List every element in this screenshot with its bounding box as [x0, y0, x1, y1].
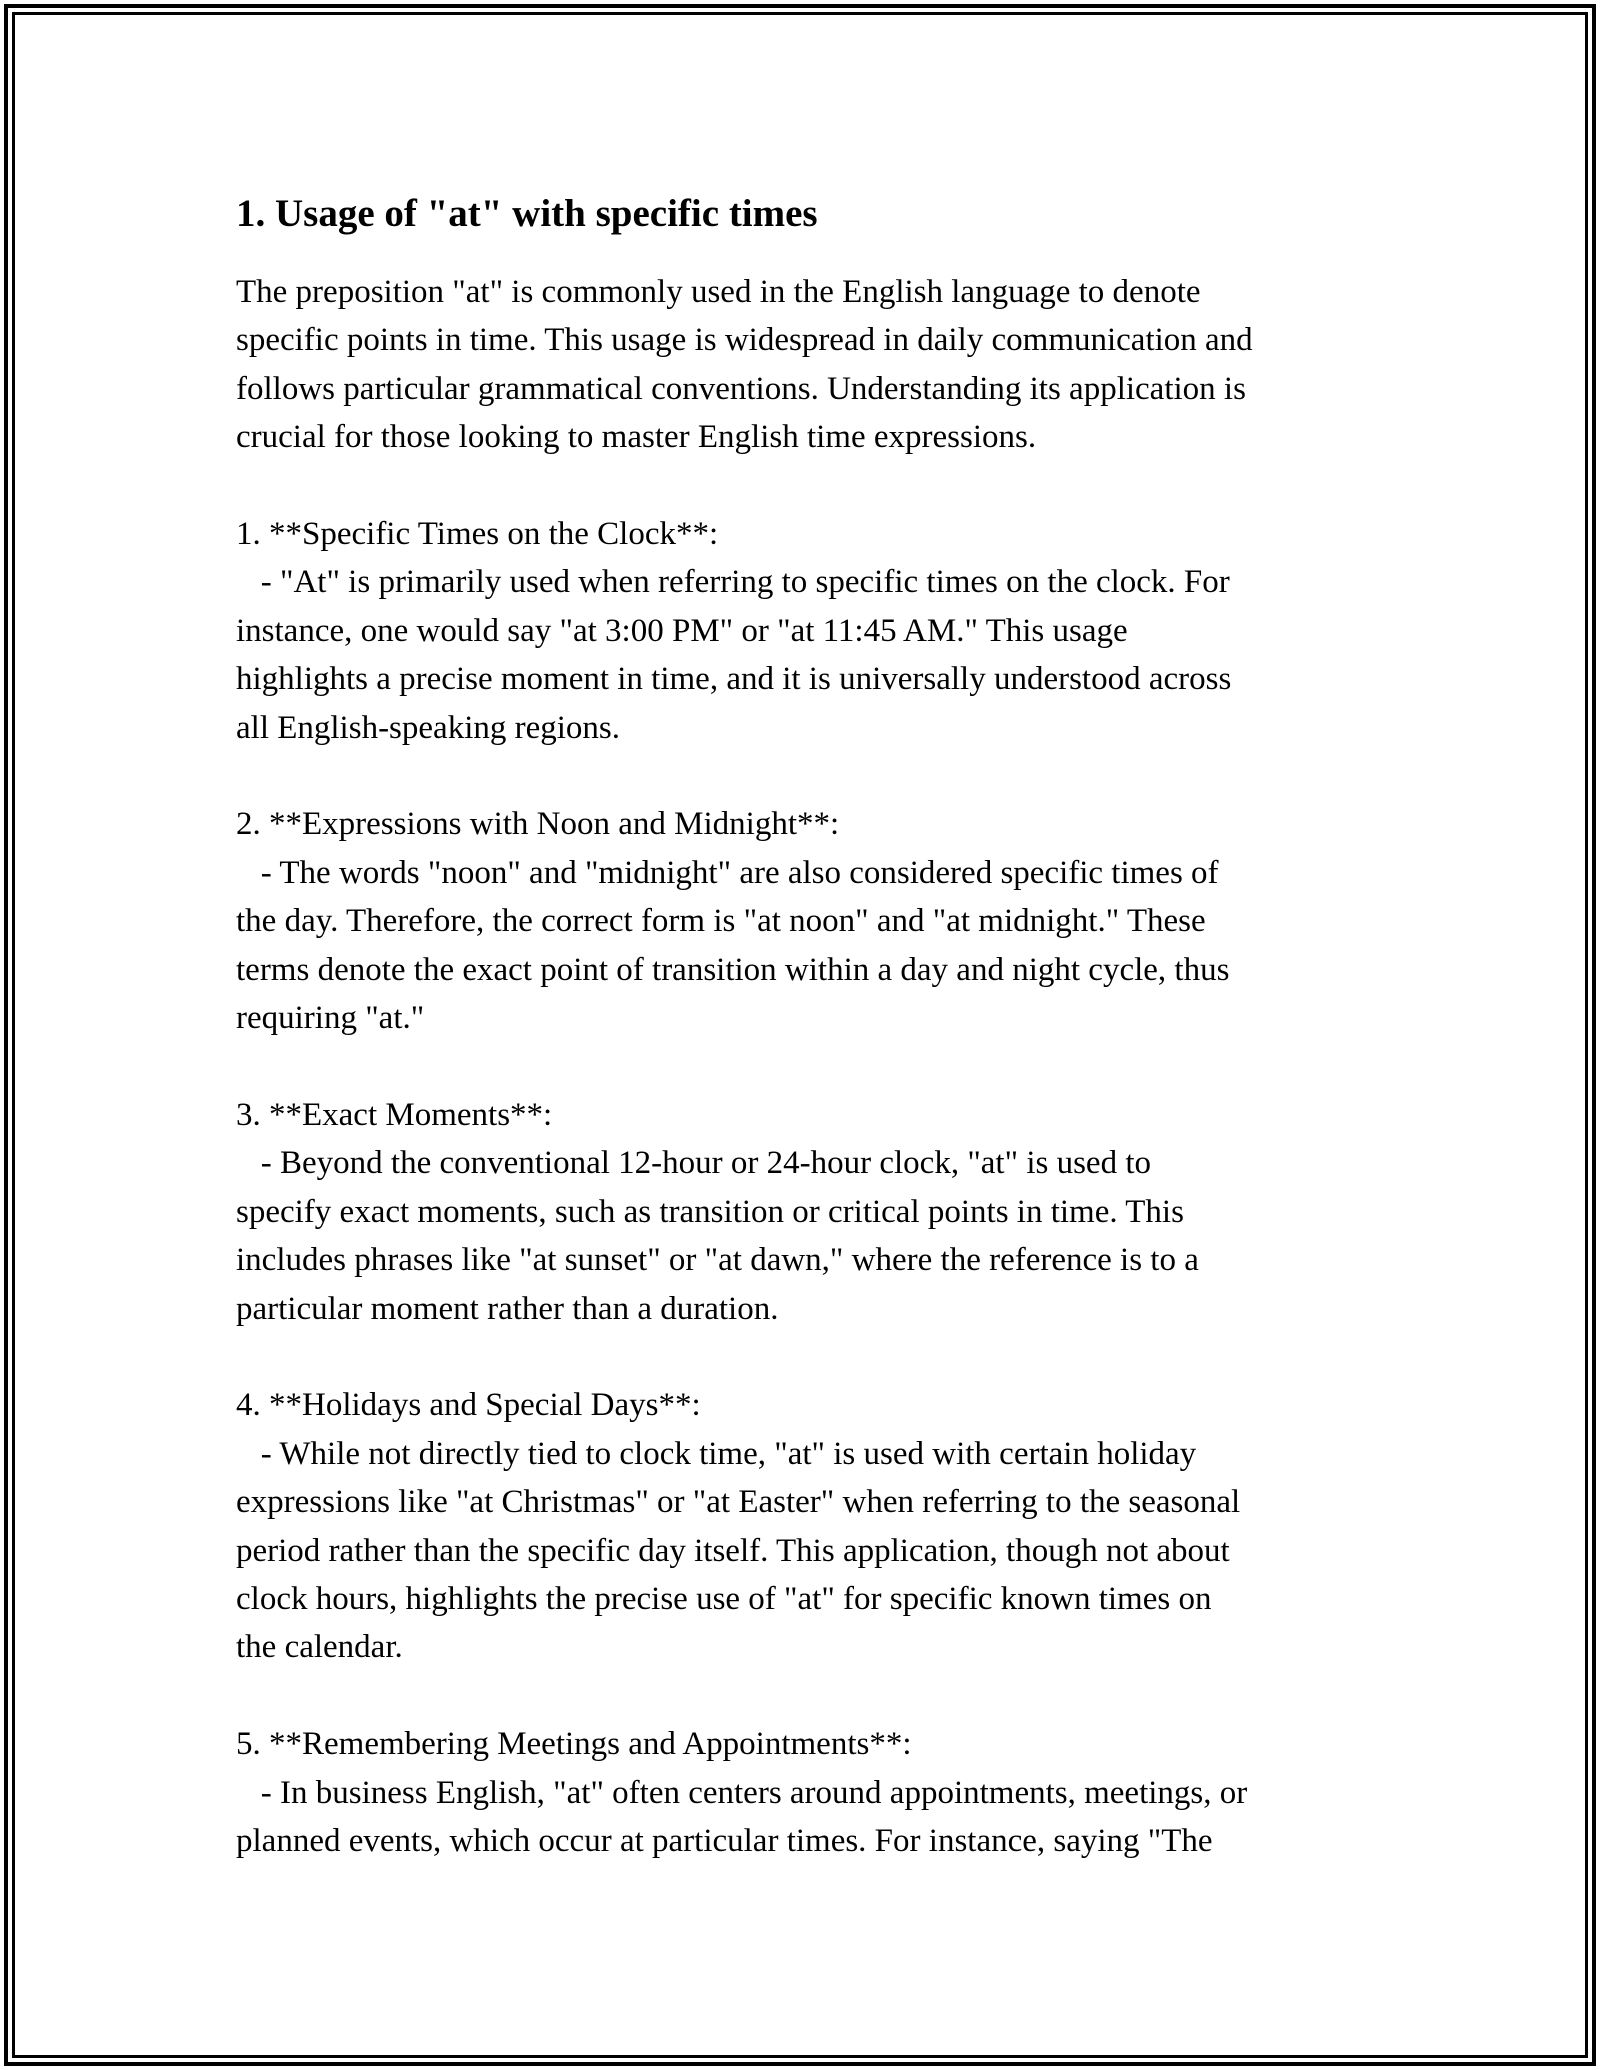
document-body: The preposition "at" is commonly used in the English language to denote specific points in time. This usage is widespread in daily communication and follows particular grammatical conventions. Understanding its application is crucial for those looking to master English time expressions. 1. **Specific Times on the Clock**: - "At" is primarily used when referring to specific times on the clock. For instance, one would say "at 3:00 PM" or "at 11:45 AM." This usage highlights a precise moment in time, and it is universally understood across all English-speaking regions. 2. **Expressions with Noon and Midnight**: - The words "noon" and "midnight" are also considered specific times of the day. Therefore, the correct form is "at noon" and "at midnight." These terms denote the exact point of transition within a day and night cycle, thus requiring "at." 3. **Exact Moments**: - Beyond the conventional 12-hour or 24-hour clock, "at" is used to specify exact moments, such as transition or critical points in time. This includes phrases like "at sunset" or "at dawn," where the reference is to a particular moment rather than a duration. 4. **Holidays and Special Days**: - While not directly tied to clock time, "at" is used with certain holiday expressions like "at Christmas" or "at Easter" when referring to the seasonal period rather than the specific day itself. This application, though not about clock hours, highlights the precise use of "at" for specific known times on the calendar. 5. **Remembering Meetings and Appointments**: - In business English, "at" often centers around appointments, meetings, or planned events, which occur at particular times. For instance, saying "The: [236, 274, 1253, 1859]
document-title: 1. Usage of "at" with specific times: [236, 192, 818, 235]
document-content: [236, 182, 1376, 1865]
